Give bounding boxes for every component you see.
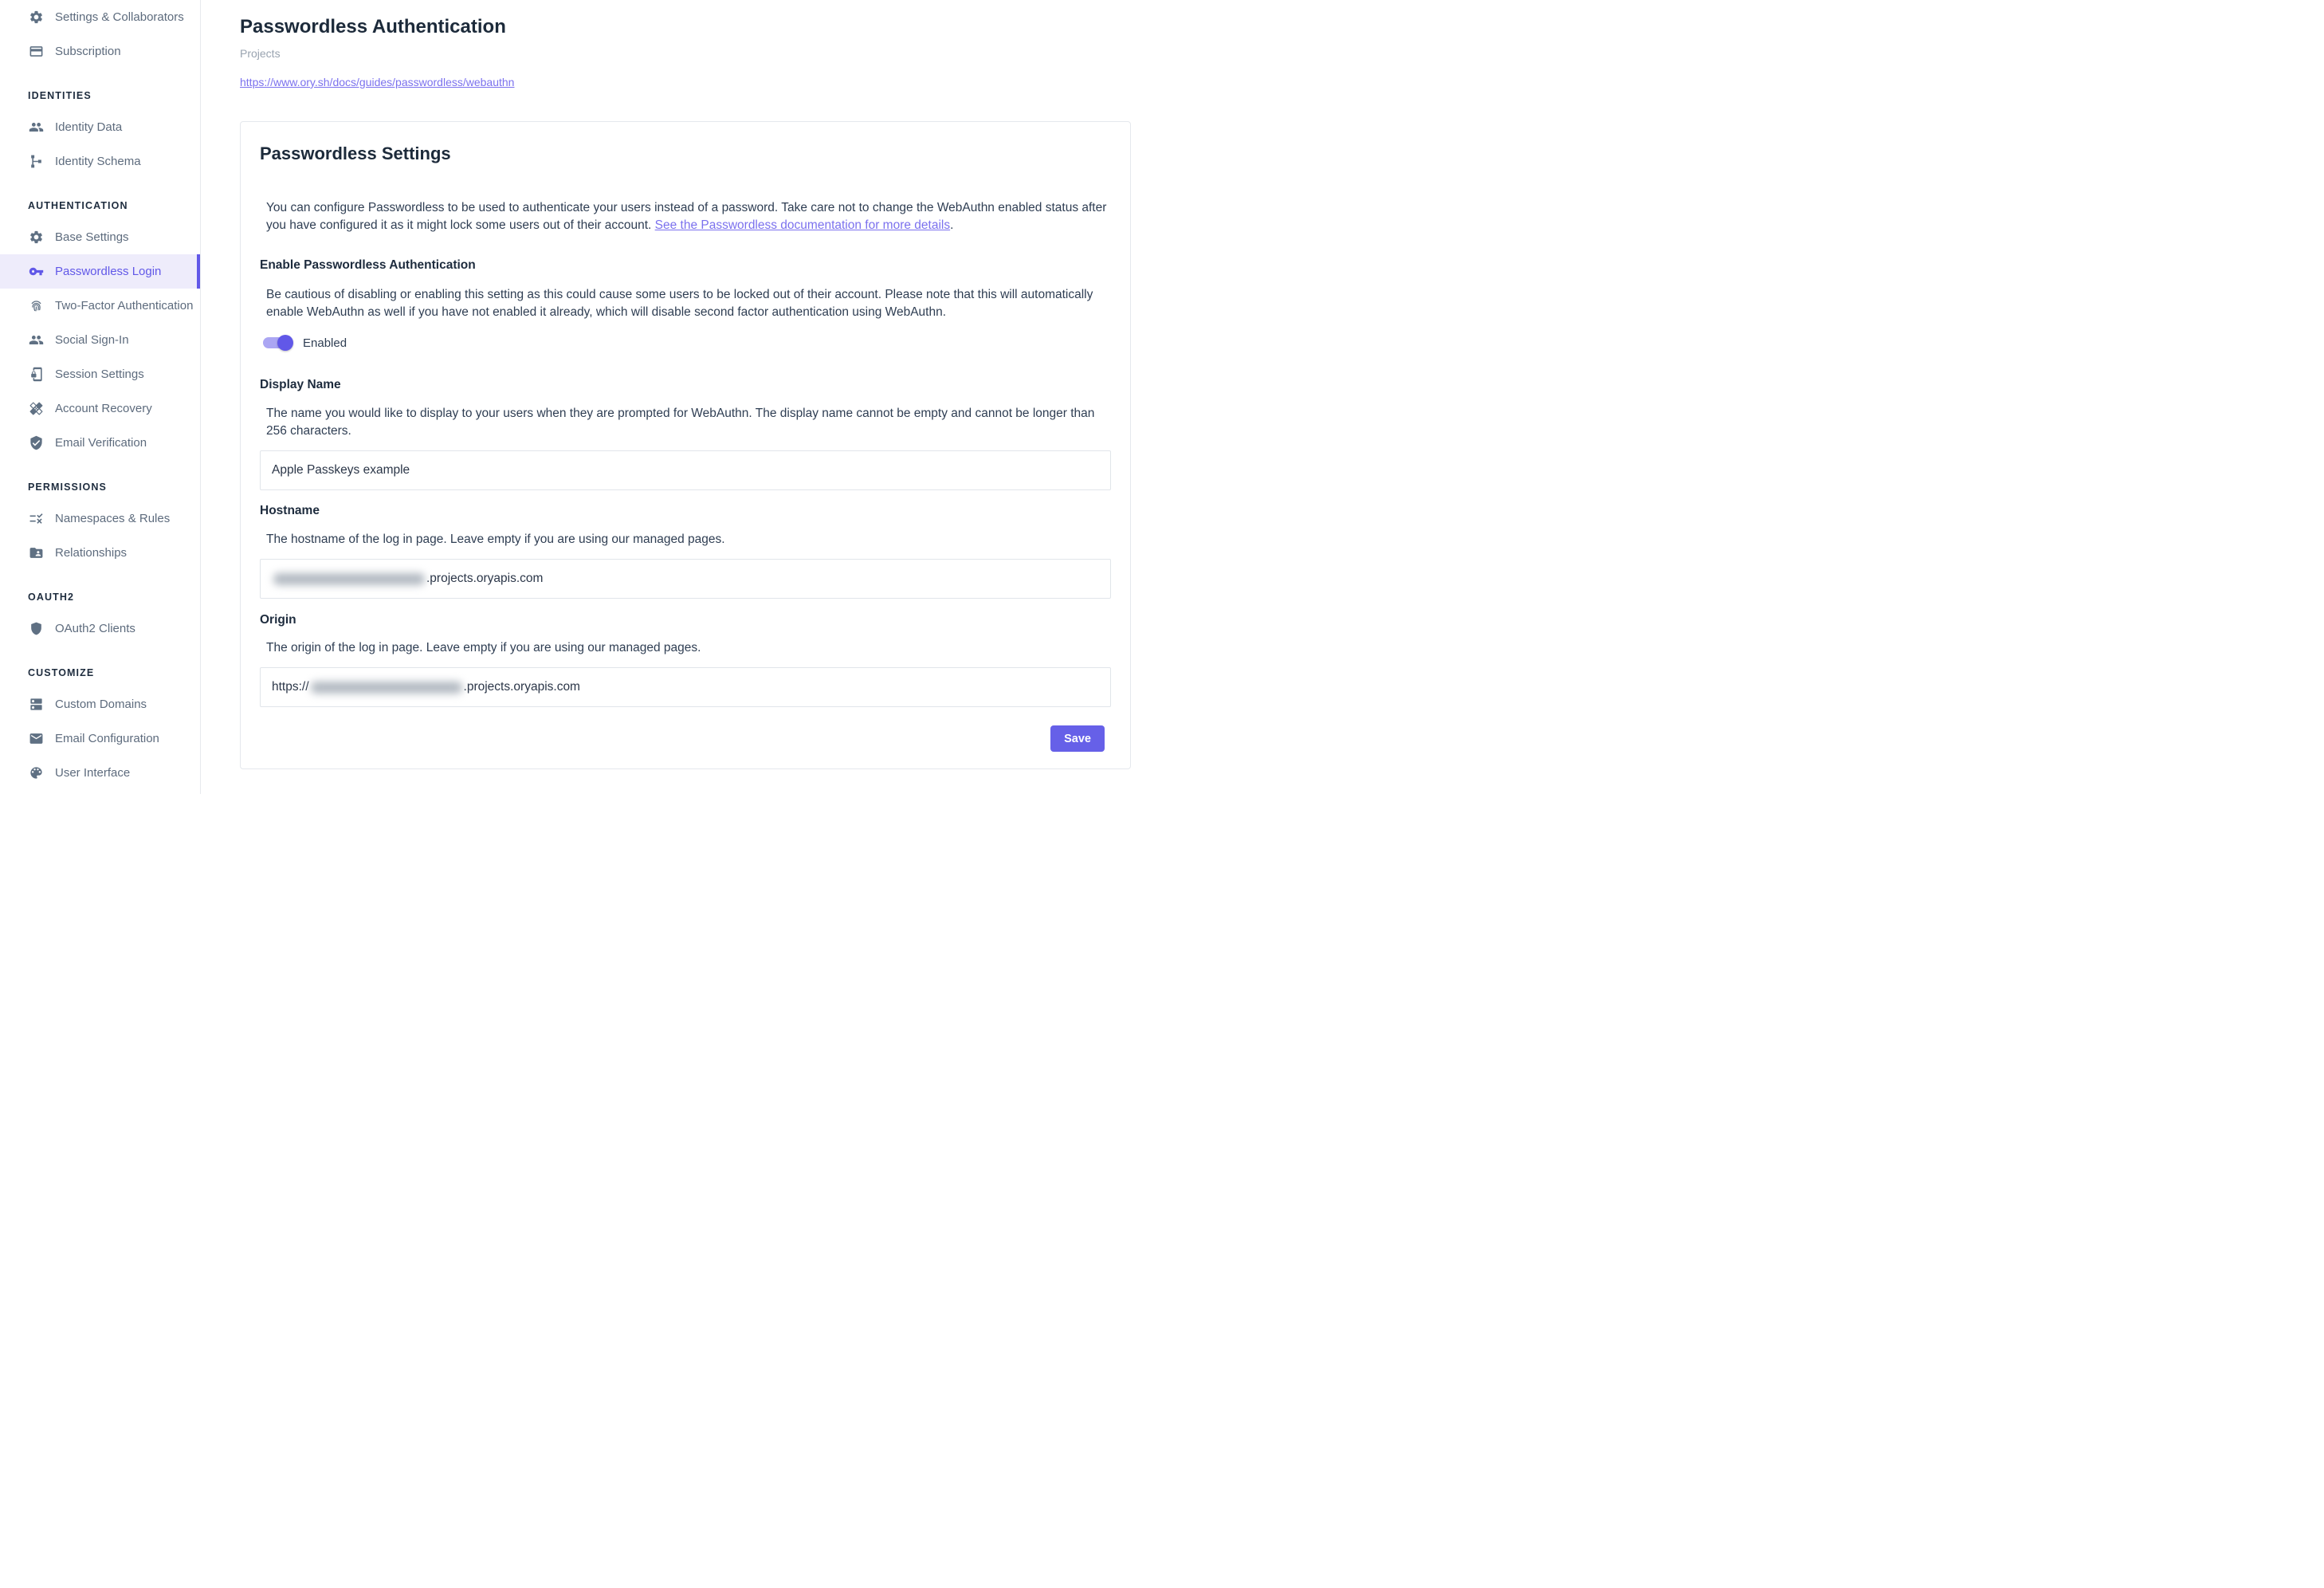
toggle-label: Enabled xyxy=(303,336,347,350)
sidebar-item-identity-schema[interactable] xyxy=(0,144,200,179)
sidebar-item-label: OAuth2 Clients xyxy=(55,622,135,635)
sidebar xyxy=(0,0,201,794)
sidebar-item-settings-collaborators[interactable] xyxy=(0,0,200,34)
palette-icon xyxy=(28,765,44,781)
passwordless-docs-link[interactable]: See the Passwordless documentation for more details xyxy=(654,218,951,232)
sidebar-item-namespaces-rules[interactable] xyxy=(0,501,200,536)
people-icon xyxy=(28,332,44,348)
display-name-description: The name you would like to display to your users when they are prompted for WebAuthn. The display name cannot be empty and cannot be longer than 256 characters. xyxy=(266,407,1095,438)
redacted-text xyxy=(273,573,425,585)
sidebar-item-session-settings[interactable] xyxy=(0,357,200,391)
intro-text: You can configure Passwordless to be used to authenticate your users instead of a password. Take care not to change the WebAuthn enabled status after you have configured it as it might lock some users out of their account. xyxy=(266,201,1107,232)
display-name-input[interactable] xyxy=(260,450,1111,490)
sidebar-item-label: Namespaces & Rules xyxy=(55,512,171,525)
key-icon xyxy=(28,264,44,280)
sidebar-section-permissions: PERMISSIONS xyxy=(28,481,107,493)
doc-link[interactable]: https://www.ory.sh/docs/guides/passwordless/webauthn xyxy=(240,76,515,88)
sidebar-item-account-recovery[interactable] xyxy=(0,391,200,426)
sidebar-item-custom-domains[interactable] xyxy=(0,687,200,721)
sidebar-item-label: Base Settings xyxy=(55,230,129,244)
gear-icon xyxy=(28,10,44,26)
sidebar-item-label: Email Verification xyxy=(55,436,147,450)
credit-card-icon xyxy=(28,44,44,60)
sidebar-item-label: Settings & Collaborators xyxy=(55,10,184,24)
sidebar-item-oauth2-clients[interactable] xyxy=(0,611,200,646)
sidebar-item-base-settings[interactable] xyxy=(0,220,200,254)
intro-paragraph xyxy=(260,199,1111,234)
sidebar-item-label: Relationships xyxy=(55,546,128,560)
enable-toggle-row xyxy=(260,333,1111,352)
sidebar-section-oauth2: OAUTH2 xyxy=(28,591,74,603)
origin-prefix: https:// xyxy=(272,680,309,694)
sidebar-item-identity-data[interactable] xyxy=(0,110,200,144)
enable-heading: Enable Passwordless Authentication xyxy=(260,258,476,272)
fingerprint-icon xyxy=(28,298,44,314)
origin-suffix: .projects.oryapis.com xyxy=(463,680,580,694)
sidebar-item-label: Identity Data xyxy=(55,120,123,134)
sidebar-item-label: Email Configuration xyxy=(55,732,159,745)
sidebar-item-email-configuration[interactable] xyxy=(0,721,200,756)
phone-lock-icon xyxy=(28,367,44,383)
main-content xyxy=(201,0,1162,794)
sidebar-item-two-factor[interactable] xyxy=(0,289,200,323)
display-name-heading: Display Name xyxy=(260,378,341,391)
sidebar-section-authentication: AUTHENTICATION xyxy=(28,199,128,211)
save-row xyxy=(260,725,1111,752)
sidebar-item-label: User Interface xyxy=(55,766,131,780)
gear-icon xyxy=(28,230,44,246)
domains-icon xyxy=(28,697,44,713)
origin-heading: Origin xyxy=(260,613,296,627)
breadcrumb: Projects xyxy=(240,47,281,60)
sidebar-section-customize: CUSTOMIZE xyxy=(28,666,95,678)
sidebar-item-label: Custom Domains xyxy=(55,698,147,711)
sidebar-item-label: Account Recovery xyxy=(55,402,152,415)
sidebar-item-label: Session Settings xyxy=(55,368,144,381)
sidebar-item-email-verification[interactable] xyxy=(0,426,200,460)
schema-icon xyxy=(28,154,44,170)
sidebar-item-subscription[interactable] xyxy=(0,34,200,69)
sidebar-item-passwordless-login[interactable] xyxy=(0,254,200,289)
sidebar-item-social-sign-in[interactable] xyxy=(0,323,200,357)
sidebar-item-user-interface[interactable] xyxy=(0,756,200,790)
sidebar-item-label: Identity Schema xyxy=(55,155,141,168)
enable-description: Be cautious of disabling or enabling this setting as this could cause some users to be locked out of their account. Please note that this will automatically enable WebAuthn as well if you have not enabled it already, which will disable second factor authentication using WebAuthn. xyxy=(266,288,1093,319)
sidebar-item-label: Passwordless Login xyxy=(55,265,162,278)
rules-icon xyxy=(28,511,44,527)
sidebar-item-label: Two-Factor Authentication xyxy=(55,299,194,312)
hostname-description: The hostname of the log in page. Leave empty if you are using our managed pages. xyxy=(266,533,725,546)
people-icon xyxy=(28,120,44,136)
sidebar-item-relationships[interactable] xyxy=(0,536,200,570)
redacted-text xyxy=(311,682,462,694)
passwordless-toggle[interactable] xyxy=(263,335,292,351)
mail-icon xyxy=(28,731,44,747)
app-window xyxy=(0,0,1162,794)
page-title: Passwordless Authentication xyxy=(240,16,506,37)
shield-icon xyxy=(28,621,44,637)
origin-description: The origin of the log in page. Leave empty if you are using our managed pages. xyxy=(266,641,701,654)
shield-check-icon xyxy=(28,435,44,451)
intro-text-end: . xyxy=(950,218,954,232)
passwordless-settings-card xyxy=(240,121,1131,769)
save-button[interactable]: Save xyxy=(1050,725,1105,752)
card-title: Passwordless Settings xyxy=(260,143,451,163)
hostname-heading: Hostname xyxy=(260,504,320,517)
folder-user-icon xyxy=(28,545,44,561)
sidebar-item-label: Subscription xyxy=(55,45,121,58)
sidebar-section-identities: IDENTITIES xyxy=(28,89,92,101)
healing-icon xyxy=(28,401,44,417)
hostname-suffix: .projects.oryapis.com xyxy=(426,572,544,585)
origin-input[interactable] xyxy=(260,667,1111,707)
hostname-input[interactable] xyxy=(260,559,1111,599)
toggle-thumb xyxy=(277,335,293,351)
sidebar-item-label: Social Sign-In xyxy=(55,333,129,347)
